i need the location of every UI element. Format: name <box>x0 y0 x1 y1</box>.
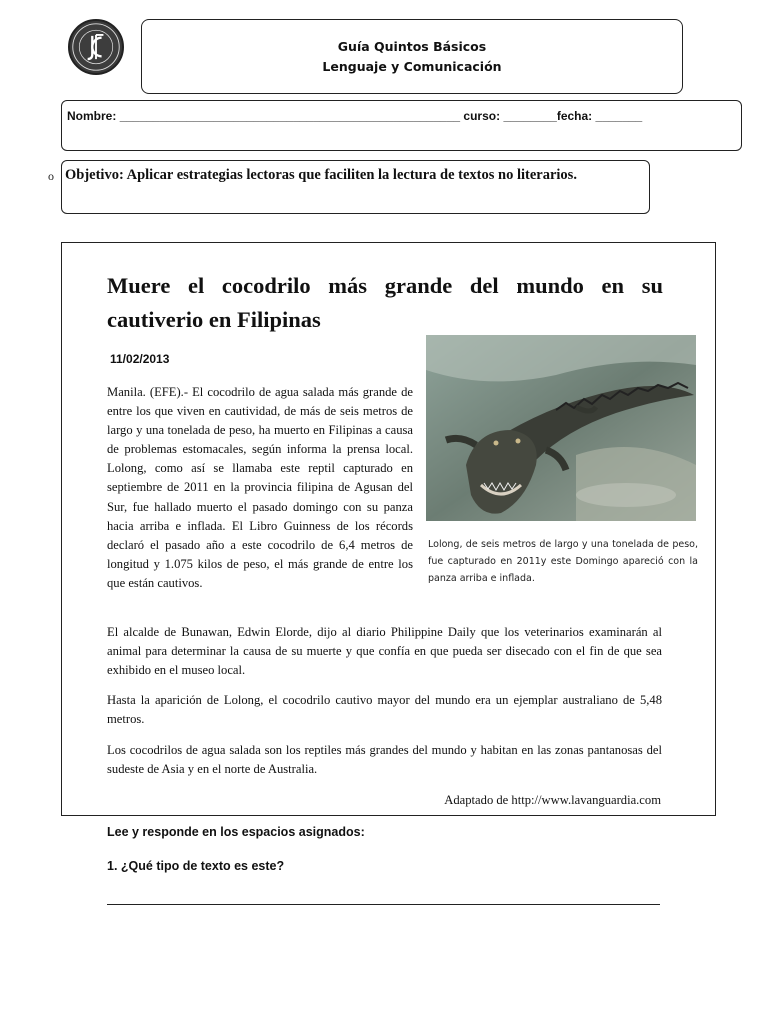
name-label: Nombre: <box>67 109 117 123</box>
name-blank: ___________________________________________________ <box>119 109 461 123</box>
course-label: curso: <box>463 109 501 123</box>
article-paragraph-4: Los cocodrilos de agua salada son los reptiles más grandes del mundo y habitan en las zonas pantanosas del sudeste de Asia y en el norte de Australia. <box>107 743 662 777</box>
answer-line-1[interactable] <box>107 904 660 905</box>
article-source: Adaptado de http://www.lavanguardia.com <box>444 793 661 807</box>
header-box <box>141 19 683 94</box>
objective-box <box>61 160 650 214</box>
crocodile-photo <box>426 335 696 521</box>
question-1: 1. ¿Qué tipo de texto es este? <box>107 859 285 873</box>
header-title: Guía Quintos Básicos <box>337 38 487 54</box>
objective-marker: o <box>48 169 54 183</box>
header-subject: Lenguaje y Comunicación <box>322 58 502 74</box>
article-date: 11/02/2013 <box>110 352 170 366</box>
instructions: Lee y responde en los espacios asignados: <box>107 825 365 839</box>
student-info-box <box>61 100 742 151</box>
school-seal-icon <box>70 21 122 73</box>
objective-text: Objetivo: Aplicar estrategias lectoras que faciliten la lectura de textos no literarios. <box>65 167 577 183</box>
article-paragraph-1: Manila. (EFE).- El cocodrilo de agua salada más grande de entre los que viven en cautividad, de más de seis metros de largo y una tonelada de peso, ha muerto en Filipinas a causa de problemas estomacales, según informa la prensa local. Lolong, como así se llamaba este reptil capturado en septiembre de 2011 en la provincia filipina de Agusan del Sur, fue hallado muerto el pasado domingo con su panza hacia arriba e inflada. El Libro Guinness de los récords declaró el pasado año a este cocodrilo de 6,4 metros de longitud y 1.075 kilos de peso, el más grande de entre los que están cautivos. <box>107 385 413 590</box>
date-label: fecha: <box>556 109 593 123</box>
date-blank: _______ <box>595 109 643 123</box>
article-paragraph-2: El alcalde de Bunawan, Edwin Elorde, dijo al diario Philippine Daily que los veterinarios examinarán al animal para determinar la causa de su muerte y que confía en que pueda ser disecado con el fin de que sea exhibido en el museo local. <box>107 625 662 678</box>
school-logo <box>68 19 124 75</box>
article-box <box>61 242 716 816</box>
article-paragraph-3: Hasta la aparición de Lolong, el cocodrilo cautivo mayor del mundo era un ejemplar australiano de 5,48 metros. <box>107 693 662 727</box>
article-headline: Muere el cocodrilo más grande del mundo en su cautiverio en Filipinas <box>107 273 663 332</box>
course-blank: ________ <box>503 109 557 123</box>
photo-caption: Lolong, de seis metros de largo y una tonelada de peso, fue capturado en 2011y este Domingo apareció con la panza arriba e inflada. <box>428 539 698 584</box>
